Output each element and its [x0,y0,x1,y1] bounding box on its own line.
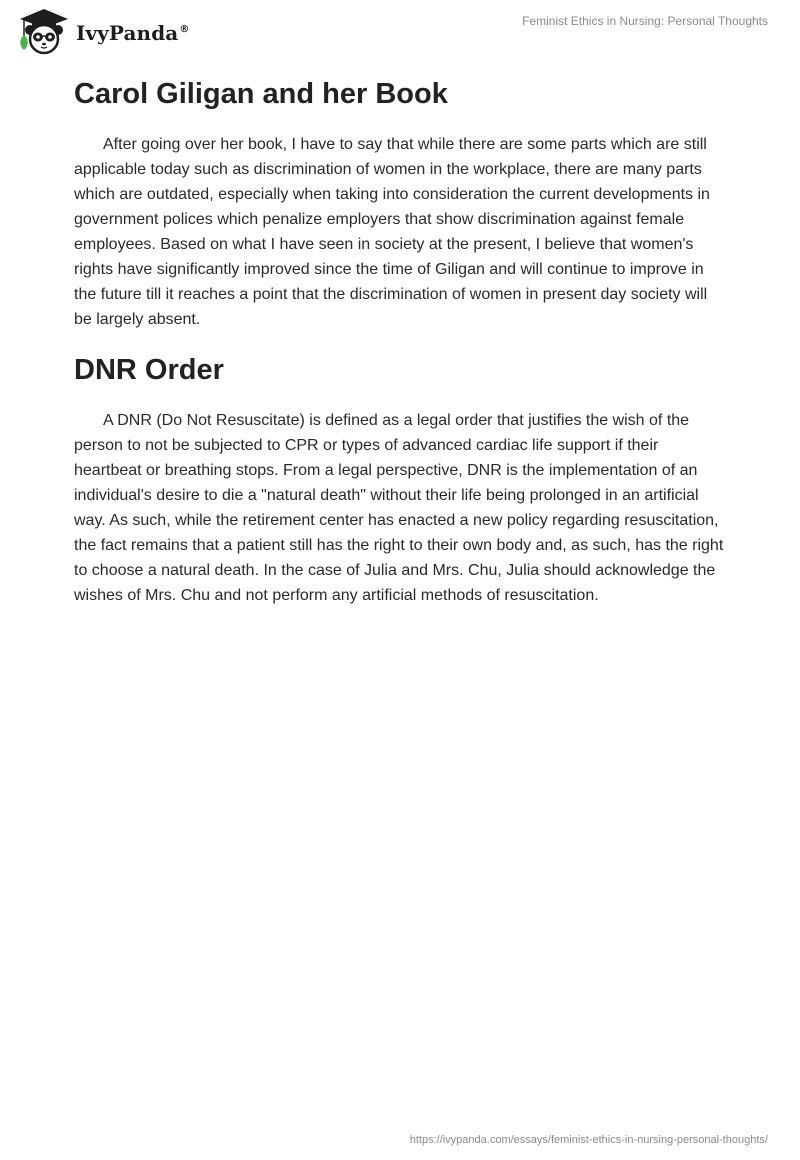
section-paragraph: After going over her book, I have to say that while there are some parts which are still applicable today such as discrimination of women in the workplace, there are many parts which are outdated, especially when taking into consideration the current developments in government polices which penalize employers that show discrimination against female employees. Based on what I have seen in society at the present, I believe that women's rights have significantly improved since the time of Giligan and will continue to improve in the future till it reaches a point that the discrimination of women in present day society will be largely absent. [74,136,710,328]
page-header [0,0,800,60]
document-title: Feminist Ethics in Nursing: Personal Thoughts [522,14,768,28]
brand-name: IvyPanda® [76,21,190,45]
panda-graduate-icon [14,6,74,56]
section-heading: Carol Giligan and her Book [74,78,448,110]
source-url[interactable]: https://ivypanda.com/essays/feminist-ethics-in-nursing-personal-thoughts/ [409,1134,768,1146]
essay-content [74,70,726,608]
registered-mark: ® [179,24,190,36]
brand-logo[interactable] [14,6,189,56]
section-heading: DNR Order [74,354,224,386]
section-paragraph: A DNR (Do Not Resuscitate) is defined as a legal order that justifies the wish of the person to not be subjected to CPR or types of advanced cardiac life support if their heartbeat or breathing stops. From a legal perspective, DNR is the implementation of an individual's desire to die a "natural death" without their life being prolonged in an artificial way. As such, while the retirement center has enacted a new policy regarding resuscitation, the fact remains that a patient still has the right to their own body and, as such, has the right to choose a natural death. In the case of Julia and Mrs. Chu, Julia should acknowledge the wishes of Mrs. Chu and not perform any artificial methods of resuscitation. [74,412,724,604]
